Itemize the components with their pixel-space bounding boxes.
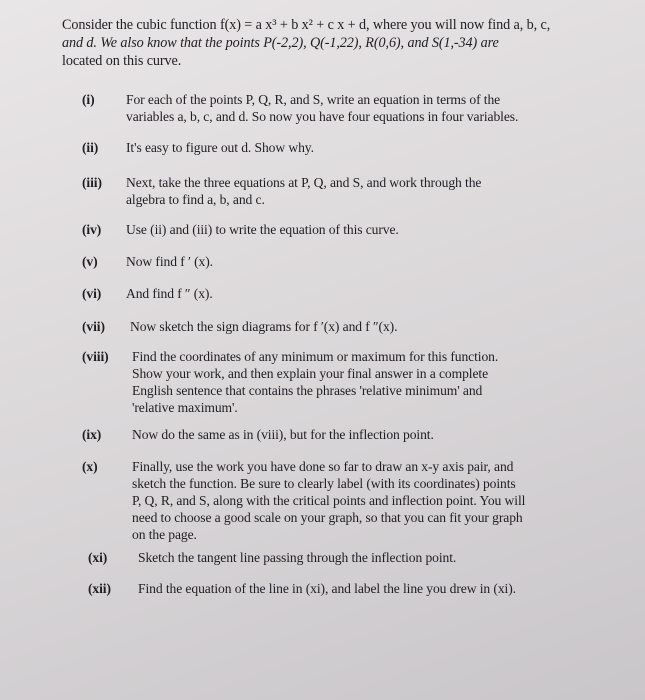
- question-line: on the page.: [132, 527, 197, 542]
- question-text: [132, 458, 582, 543]
- question-line: Finally, use the work you have done so far to draw an x-y axis pair, and: [132, 459, 514, 474]
- question-line: And find f ″ (x).: [126, 286, 213, 301]
- question-line: Use (ii) and (iii) to write the equation of this curve.: [126, 222, 399, 237]
- question-number: (v): [82, 254, 98, 269]
- question-number: (vi): [82, 286, 102, 301]
- question-number: (xii): [88, 581, 111, 596]
- question-line: 'relative maximum'.: [132, 400, 238, 415]
- question-number: (iv): [82, 222, 102, 237]
- question-number: (vii): [82, 319, 105, 334]
- question-number: (ii): [82, 140, 99, 155]
- question-number: (ix): [82, 427, 102, 442]
- question-line: Sketch the tangent line passing through the inflection point.: [138, 550, 457, 565]
- question-line: It's easy to figure out d. Show why.: [126, 140, 314, 155]
- question-number: (x): [82, 459, 98, 474]
- question-line: sketch the function. Be sure to clearly label (with its coordinates) points: [132, 476, 516, 491]
- question-text: [138, 580, 588, 597]
- problem-intro: [62, 16, 607, 70]
- question-text: [126, 91, 582, 125]
- question-text: [130, 318, 582, 335]
- question-text: [126, 253, 582, 270]
- question-text: [132, 348, 582, 416]
- intro-line-2: and d. We also know that the points P(-2,2), Q(-1,22), R(0,6), and S(1,-34) are: [62, 35, 499, 51]
- question-line: Now do the same as in (viii), but for the inflection point.: [132, 427, 434, 442]
- question-line: Now find f ′ (x).: [126, 254, 213, 269]
- question-text: [126, 221, 582, 238]
- question-line: Now sketch the sign diagrams for f ′(x) and f ″(x).: [130, 319, 398, 334]
- question-line: Find the coordinates of any minimum or maximum for this function.: [132, 349, 499, 364]
- question-line: P, Q, R, and S, along with the critical points and inflection point. You will: [132, 493, 526, 508]
- question-line: need to choose a good scale on your graph, so that you can fit your graph: [132, 510, 523, 525]
- question-text: [138, 549, 588, 566]
- question-line: variables a, b, c, and d. So now you have four equations in four variables.: [126, 109, 519, 124]
- question-text: [126, 139, 582, 156]
- question-number: (viii): [82, 349, 109, 364]
- question-text: [126, 174, 582, 208]
- intro-line-1: Consider the cubic function f(x) = a x³ + b x² + c x + d, where you will now find a, b, c,: [62, 17, 551, 33]
- question-line: Show your work, and then explain your final answer in a complete: [132, 366, 489, 381]
- question-line: algebra to find a, b, and c.: [126, 192, 265, 207]
- question-number: (iii): [82, 175, 102, 190]
- question-line: For each of the points P, Q, R, and S, write an equation in terms of the: [126, 92, 501, 107]
- question-text: [126, 285, 582, 302]
- intro-line-3: located on this curve.: [62, 53, 182, 69]
- question-number: (i): [82, 92, 95, 107]
- question-line: Find the equation of the line in (xi), and label the line you drew in (xi).: [138, 581, 516, 596]
- question-number: (xi): [88, 550, 108, 565]
- question-line: English sentence that contains the phrases 'relative minimum' and: [132, 383, 483, 398]
- question-line: Next, take the three equations at P, Q, and S, and work through the: [126, 175, 482, 190]
- question-text: [132, 426, 582, 443]
